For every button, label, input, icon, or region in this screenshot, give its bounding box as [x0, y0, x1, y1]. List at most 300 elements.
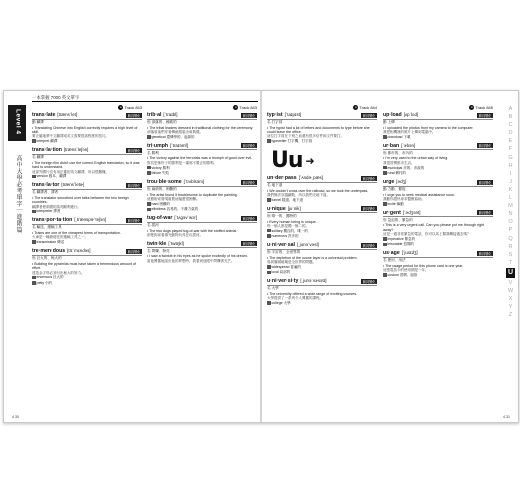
- related-marker-icon: [383, 237, 387, 241]
- pronunciation: [trɪ`mɛndəs]: [67, 248, 91, 254]
- example-sentence: • The university offered a wide range of exciting courses.: [267, 292, 358, 297]
- word-entry: [267, 242, 377, 275]
- part-of-speech: 形 麻煩的、困難的: [147, 187, 177, 192]
- word-entry: [383, 210, 493, 248]
- alphabet-letter: D: [508, 130, 513, 137]
- conjugation-tag: 動詞變化: [362, 176, 376, 181]
- related-word: [147, 171, 257, 176]
- headword-row: [32, 147, 142, 155]
- track-text: Track 843: [124, 105, 142, 110]
- track-text: Track 844: [359, 105, 377, 110]
- related-word: [147, 207, 257, 212]
- word-entry: [147, 215, 257, 237]
- part-of-speech: 名 使用、用法: [383, 258, 406, 263]
- conjugation-tag: 動詞變化: [127, 113, 141, 118]
- alphabet-letter: J: [509, 178, 512, 185]
- word-entry: [267, 175, 377, 203]
- related-marker-icon: [267, 229, 271, 233]
- part-of-speech: 名 閃爍、發亮: [147, 248, 170, 253]
- word-entry: [147, 241, 257, 263]
- related-text: enormous 巨大的: [36, 275, 64, 280]
- example-sentence: • The tribal leaders dressed in traditional clothing for the ceremony.: [147, 125, 254, 130]
- part-of-speech: 動 翻譯: [32, 120, 44, 125]
- track-text: Track 845: [475, 105, 493, 110]
- example-translation: 我把相機裡的照片上傳到電腦中。: [383, 130, 436, 135]
- headword-group: [267, 112, 301, 118]
- part-of-speech: 名 翻譯: [32, 155, 44, 160]
- headword: us·age: [383, 250, 400, 257]
- headword-group: [32, 248, 91, 254]
- headword: trans·la·tion: [32, 147, 62, 154]
- alphabet-letter: F: [508, 146, 513, 153]
- page-number-left: 4 30: [12, 415, 19, 419]
- headword-group: [32, 147, 88, 153]
- example-translation: 這藝術家發現複製這幅畫很困難。: [147, 197, 200, 202]
- related-marker-icon: [147, 208, 151, 212]
- side-text: 高中大學必考單字｜進階篇: [15, 155, 21, 233]
- example-translation: 大學提供了一系列令人興奮的課程。: [267, 296, 323, 301]
- part-of-speech: 形 急迫的、緊急的: [383, 217, 413, 222]
- book-spread: [3, 90, 519, 423]
- related-marker-icon: [383, 166, 387, 170]
- related-text: victory 勝利: [151, 165, 170, 170]
- example-sentence: • Trains are one of the cheapest forms of transportation.: [32, 231, 121, 236]
- headword: ur·ban: [383, 142, 400, 149]
- related-marker-icon: [383, 135, 387, 139]
- headword-group: [32, 112, 77, 118]
- pronunciation: [træns`let]: [57, 112, 78, 117]
- related-word: [32, 174, 142, 179]
- conjugation-tag: 動詞變化: [478, 211, 492, 216]
- track-label: [267, 105, 377, 112]
- example-sentence: • Translating Chinese into English correctly requires a high level of skill.: [32, 125, 138, 135]
- related-word: [267, 198, 377, 203]
- headword-row: [267, 242, 377, 250]
- track-label: [32, 105, 142, 112]
- track-label: [383, 105, 493, 112]
- related-word: [267, 139, 377, 144]
- example-sentence: • We couldn't cross over the railroad, so we took the underpass.: [267, 188, 369, 193]
- headword-row: [147, 241, 257, 249]
- track-text: Track 843: [239, 105, 257, 110]
- headword-row: [147, 112, 257, 120]
- word-entry: [383, 143, 493, 176]
- word-entry: [267, 278, 377, 306]
- example-translation: 這位打字員在下班之前還有很多信件和文件要打。: [267, 134, 344, 139]
- related-word: [383, 166, 493, 171]
- alphabet-letter: W: [507, 287, 514, 294]
- conjugation-tag: 動詞變化: [127, 183, 141, 188]
- related-text: imperative 緊急的: [387, 236, 416, 241]
- headword: trans·late: [32, 112, 56, 118]
- related-word: [383, 273, 493, 278]
- example-sentence: • This is a very urgent call. Can you please put me through right away?: [383, 223, 485, 232]
- conjugation-tag: 動詞變化: [242, 144, 256, 149]
- related-text: effortless 容易的、不費力氣的: [151, 207, 199, 212]
- conjugation-tag: 動詞變化: [242, 216, 256, 221]
- headword-row: [383, 179, 493, 187]
- related-text: leisurable 悠閒的: [387, 242, 414, 247]
- headword-group: [147, 241, 184, 247]
- headword: trib·al: [147, 112, 162, 118]
- related-marker-icon: [147, 202, 151, 206]
- left-column-2: [147, 105, 257, 266]
- pronunciation: [`ɝdʒənt]: [402, 209, 421, 215]
- headword-group: [32, 182, 84, 188]
- conjugation-tag: 動詞變化: [478, 144, 492, 149]
- running-head-rule: [32, 101, 258, 102]
- pronunciation: [ju`nik]: [287, 205, 301, 211]
- alphabet-letter: Q: [508, 235, 513, 242]
- example-translation: 這張電話卡的使用期是一年。: [383, 268, 429, 273]
- related-text: typewriter 打字機、打字員: [271, 139, 313, 144]
- conjugation-tag: 動詞變化: [362, 207, 376, 212]
- example-sentence: • Every human being is unique.: [267, 219, 317, 224]
- alphabet-letter: G: [508, 154, 513, 161]
- headword-group: [383, 179, 406, 185]
- related-marker-icon: [383, 273, 387, 277]
- related-word: [147, 135, 257, 140]
- related-marker-icon: [267, 198, 271, 202]
- left-column-1: [32, 105, 142, 289]
- example-sentence: • The victory against the terrorists was a triumph of good over evil.: [147, 156, 253, 161]
- headword-row: [383, 143, 493, 151]
- headword-row: [32, 248, 142, 256]
- alphabet-letter-current: U: [507, 268, 514, 276]
- example-sentence: • The foreign film didn't use the correct English translation, so it was hard to understand.: [32, 160, 140, 170]
- related-word: [32, 209, 142, 214]
- example-sentence: • Building the pyramids must have taken a tremendous amount of effort.: [32, 261, 136, 271]
- track-label: [147, 105, 257, 112]
- part-of-speech: 動 力勸、催促: [383, 187, 406, 192]
- related-marker-icon: [383, 171, 387, 175]
- right-column-1: [267, 105, 377, 309]
- example-sentence: • The typist had a lot of letters and documents to type before she could leave the office.: [267, 125, 370, 135]
- running-head: 一本掌握 7000 英文單字: [32, 95, 80, 100]
- alphabet-letter: P: [508, 227, 513, 234]
- headword: trou·ble·some: [147, 179, 182, 185]
- related-text: solitary 獨自的、唯一的: [271, 228, 309, 233]
- part-of-speech: 名 輸送、運輸工具: [32, 225, 62, 230]
- conjugation-tag: 動詞變化: [127, 249, 141, 254]
- headword-group: [267, 242, 319, 248]
- word-entry: [383, 250, 493, 278]
- related-text: college 大學: [271, 301, 291, 306]
- related-marker-icon: [32, 276, 36, 280]
- word-entry: [147, 112, 257, 140]
- word-entry: [32, 182, 142, 214]
- example-translation: 我很習慣都市生活。: [383, 160, 415, 165]
- related-word: [32, 275, 142, 280]
- alphabet-letter: E: [508, 138, 513, 145]
- conjugation-tag: 動詞變化: [242, 113, 256, 118]
- example-translation: 兩隻狗拿著填充動物玩具在玩拔河。: [147, 233, 203, 238]
- conjugation-tag: 動詞變化: [127, 148, 141, 153]
- headword: un·der·pass: [267, 175, 297, 182]
- headword-group: [267, 206, 301, 212]
- page-number-right: 4 31: [503, 415, 510, 419]
- example-translation: 臭氧層減破壞是全世界的問題。: [267, 260, 316, 265]
- example-sentence: • I saw a twinkle in his eyes as he spoke excitedly of his dream.: [147, 254, 248, 259]
- pronunciation: [træns`letɚ]: [61, 182, 85, 188]
- related-text: genetical 遺傳學的、起源的: [151, 134, 195, 139]
- headword-group: [147, 215, 197, 221]
- word-entry: [383, 179, 493, 207]
- pronunciation: [`trʌblsəm]: [183, 179, 205, 184]
- alphabet-letter: L: [508, 195, 513, 202]
- alphabet-letter: I: [509, 170, 512, 177]
- cd-icon: ●: [470, 105, 473, 110]
- headword: up·load: [383, 112, 402, 118]
- example-sentence: • I uploaded the photos from my camera to the computer.: [383, 125, 474, 130]
- word-entry: [147, 143, 257, 176]
- word-entry: [32, 217, 142, 245]
- example-translation: 對抗恐怖份子的勝利是一場邪不勝正的勝利。: [147, 160, 217, 165]
- alphabet-letter: H: [508, 162, 513, 169]
- alphabet-letter: Y: [508, 304, 513, 311]
- conjugation-tag: 動詞變化: [242, 242, 256, 246]
- headword-row: [147, 179, 257, 187]
- related-marker-icon: [32, 210, 36, 214]
- related-word: [383, 171, 493, 176]
- cd-icon: ●: [234, 105, 237, 110]
- alphabet-letter: C: [508, 122, 513, 129]
- part-of-speech: 形 巨大的、極大的: [32, 256, 62, 261]
- headword-group: [32, 217, 106, 223]
- related-marker-icon: [267, 265, 271, 269]
- word-entry: [267, 206, 377, 239]
- word-entry: [32, 248, 142, 286]
- pronunciation: [ɝdʒ]: [396, 179, 407, 184]
- related-word: [267, 301, 377, 306]
- related-marker-icon: [267, 234, 271, 238]
- pronunciation: [`twɪŋkl]: [168, 240, 184, 246]
- headword-row: [32, 182, 142, 190]
- example-sentence: • The usage period for this phone card is one year.: [383, 264, 464, 269]
- headword-group: [383, 210, 421, 216]
- example-sentence: • The depletion of the ozone layer is a universal problem.: [267, 255, 358, 260]
- word-entry: [383, 112, 493, 140]
- pronunciation: [`ʌndɚˌpæs]: [298, 175, 323, 181]
- related-word: [383, 135, 493, 140]
- example-sentence: • The artist found it troublesome to duplicate the painting.: [147, 192, 238, 197]
- left-page: [4, 91, 261, 422]
- part-of-speech: 形 部落的、種族的: [147, 120, 177, 125]
- related-word: [267, 234, 377, 239]
- headword: twin·kle: [147, 240, 167, 247]
- headword-group: [147, 179, 204, 185]
- pronunciation: [ʌp`lod]: [403, 112, 419, 117]
- related-marker-icon: [147, 135, 151, 139]
- related-marker-icon: [383, 243, 387, 247]
- example-translation: 當他興奮地說出他的夢想時，我看到他眼中閃爍著光芒。: [147, 258, 235, 263]
- pronunciation: [`tʌgəv`wɔr]: [174, 215, 198, 221]
- headword-row: [383, 250, 493, 258]
- alphabet-letter: M: [508, 203, 513, 210]
- headword: trans·por·ta·tion: [32, 217, 73, 224]
- conjugation-tag: 動詞變化: [478, 113, 492, 118]
- alphabet-letter: V: [508, 279, 513, 286]
- alphabet-letter: R: [508, 243, 513, 250]
- word-entry: [32, 147, 142, 179]
- related-text: transmission 傳送: [36, 240, 65, 245]
- headword: tre·men·dous: [32, 248, 66, 255]
- headword: u·ni·ver·sal: [267, 242, 295, 249]
- related-marker-icon: [32, 139, 36, 143]
- alphabet-letter: S: [508, 251, 513, 258]
- related-marker-icon: [32, 281, 36, 285]
- part-of-speech: 名 大學: [267, 286, 279, 291]
- alphabet-letter: A: [508, 106, 513, 112]
- example-sentence: • I urge you to seek medical assistance soon.: [383, 192, 455, 197]
- related-text: interpreter 譯者: [36, 209, 61, 214]
- related-text: widespread 普遍的: [271, 264, 301, 269]
- headword: urge: [383, 179, 395, 185]
- right-page: [261, 91, 518, 422]
- related-text: tunnel 隧道、地下道: [271, 197, 304, 202]
- related-marker-icon: [147, 171, 151, 175]
- part-of-speech: 形 唯一的、獨特的: [267, 213, 297, 218]
- headword-row: [147, 143, 257, 151]
- section-letter-text: Uu: [271, 148, 303, 174]
- section-letter: [271, 148, 377, 173]
- related-marker-icon: [267, 139, 271, 143]
- headword: u·nique: [267, 205, 286, 212]
- example-translation: 這部外國片沒有用正確的英文翻譯，所以很難懂。: [32, 169, 109, 174]
- related-marker-icon: [32, 240, 36, 244]
- alphabet-letter: B: [508, 114, 513, 121]
- related-text: rural 鄉村的: [387, 171, 406, 175]
- related-marker-icon: [383, 202, 387, 206]
- example-translation: 翻譯者使兩國的談判順利進行。: [32, 204, 81, 209]
- related-marker-icon: [147, 166, 151, 170]
- example-translation: 部落領袖們穿著傳統服裝出席典禮。: [147, 130, 203, 135]
- example-translation: 要正確地將中文翻譯成英文需要很高程度的技巧。: [32, 134, 109, 139]
- conjugation-tag: 動詞變化: [362, 243, 376, 248]
- headword: tri·umph: [147, 142, 169, 149]
- related-word: [383, 202, 493, 207]
- headword-row: [32, 112, 142, 120]
- example-sentence: • I'm very used to the urban way of living.: [383, 156, 449, 161]
- alphabet-letter: K: [508, 186, 513, 193]
- related-word: [267, 229, 377, 234]
- arrow-right-icon: ➜: [302, 154, 314, 168]
- headword-row: [267, 175, 377, 183]
- related-word: [147, 166, 257, 171]
- headword-row: [267, 206, 377, 214]
- related-word: [383, 242, 493, 247]
- alphabet-letter: Z: [508, 312, 513, 319]
- headword-row: [147, 215, 257, 223]
- pronunciation: [`jusɪdʒ]: [401, 250, 418, 256]
- pronunciation: [`traɪbl]: [163, 112, 178, 117]
- cd-icon: ●: [354, 105, 357, 110]
- headword: tug-of-war: [147, 215, 173, 222]
- example-translation: 每一個人都是獨一無二的。: [267, 223, 309, 228]
- word-entry: [267, 112, 377, 144]
- alphabet-letter: O: [508, 219, 513, 226]
- example-translation: 我勸你趕快尋求醫療協助。: [383, 197, 425, 202]
- headword: u·ni·ver·si·ty: [267, 278, 299, 285]
- alphabet-letter: T: [508, 259, 513, 266]
- word-entry: [32, 112, 142, 144]
- part-of-speech: 名 打字員: [267, 120, 283, 125]
- headword: trans·la·tor: [32, 182, 60, 189]
- part-of-speech: 形 宇宙的、全世界的: [267, 250, 301, 255]
- headword-group: [147, 112, 177, 118]
- example-translation: 我們無法穿越鐵軌，所以我們走地下道。: [267, 193, 330, 198]
- related-text: version 版本、翻譯: [36, 174, 67, 179]
- cd-icon: ●: [119, 105, 122, 110]
- related-text: numerous 許多的: [271, 234, 299, 239]
- part-of-speech: 名 翻譯者、譯者: [32, 190, 59, 195]
- related-word: [32, 240, 142, 245]
- part-of-speech: 動 上傳: [383, 120, 395, 125]
- related-text: local 局部的: [271, 270, 291, 275]
- conjugation-tag: 動詞變化: [478, 180, 492, 185]
- word-entry: [147, 179, 257, 212]
- headword-group: [383, 112, 418, 118]
- related-marker-icon: [267, 301, 271, 305]
- part-of-speech: 名 地下道: [267, 183, 283, 188]
- headword: typ·ist: [267, 112, 283, 118]
- headword-row: [383, 210, 493, 218]
- related-text: incite 煽動: [387, 201, 404, 206]
- conjugation-tag: 動詞變化: [242, 180, 256, 185]
- part-of-speech: 名 勝利: [147, 150, 159, 155]
- related-word: [147, 202, 257, 207]
- related-text: download 下載: [387, 134, 411, 139]
- pronunciation: [ˌjunə`vɝsətɪ]: [300, 278, 327, 284]
- alphabet-index: [506, 105, 515, 319]
- headword-row: [32, 217, 142, 225]
- alphabet-letter: N: [508, 211, 513, 218]
- related-text: petty 小的: [36, 280, 53, 285]
- related-word: [32, 281, 142, 286]
- headword-row: [267, 278, 377, 286]
- conjugation-tag: 動詞變化: [362, 113, 376, 118]
- headword-group: [383, 250, 418, 256]
- conjugation-tag: 動詞變化: [478, 251, 492, 256]
- right-column-2: [383, 105, 493, 281]
- related-text: failure 失敗: [151, 171, 170, 175]
- headword-row: [383, 112, 493, 120]
- pronunciation: [ˌtrænspɚ`teʃən]: [74, 217, 107, 223]
- part-of-speech: 形 都市的、市內的: [383, 150, 413, 155]
- example-sentence: • The translator smoothed over talks between the two foreign countries.: [32, 195, 129, 205]
- headword-group: [267, 175, 323, 181]
- part-of-speech: 名 拔河: [147, 223, 159, 228]
- related-text: hard 困難的: [151, 201, 170, 206]
- alphabet-letter: X: [508, 296, 513, 303]
- headword-row: [267, 112, 377, 120]
- headword: ur·gent: [383, 209, 401, 216]
- related-marker-icon: [32, 175, 36, 179]
- related-text: interpret 翻譯: [36, 139, 58, 144]
- example-translation: 這是一通非常緊急的電話，你可以馬上幫我轉接過去嗎？: [383, 232, 471, 237]
- headword-group: [383, 143, 415, 149]
- example-sentence: • The two dogs played tug-of-war with the stuffed animal.: [147, 228, 238, 233]
- related-word: [267, 270, 377, 275]
- conjugation-tag: 動詞變化: [127, 218, 141, 223]
- headword-group: [147, 143, 188, 149]
- headword-group: [267, 278, 326, 284]
- pronunciation: [træns`leʃən]: [63, 147, 89, 153]
- pronunciation: [`taɪpɪst]: [284, 112, 302, 117]
- pronunciation: [`ɝbən]: [401, 142, 416, 148]
- level-tab: Level 4: [8, 105, 26, 141]
- related-text: municipal 市的、市政的: [387, 165, 425, 170]
